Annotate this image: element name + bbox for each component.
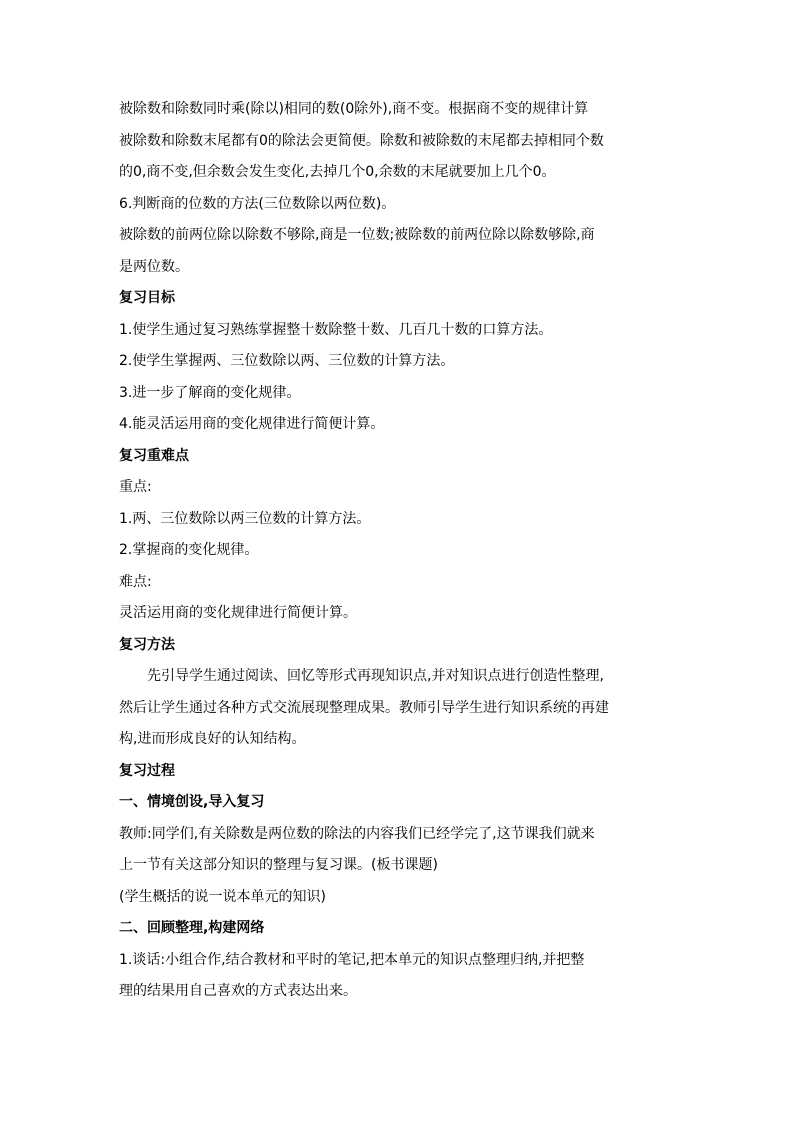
subsection-heading-review: 二、回顾整理,构建网络 [119,920,265,936]
body-text-line: (学生概括的说一说本单元的知识) [119,888,326,905]
section-heading-review-goals: 复习目标 [119,290,175,306]
list-item: 1.两、三位数除以两三位数的计算方法。 [119,510,371,527]
subsection-heading-intro: 一、情境创设,导入复习 [119,794,265,810]
section-heading-process: 复习过程 [119,762,175,779]
body-text-line: 的0,商不变,但余数会发生变化,去掉几个0,余数的末尾就要加上几个0。 [119,164,556,180]
body-text-line: 灵活运用商的变化规律进行简便计算。 [119,605,357,621]
section-heading-methods: 复习方法 [119,636,175,653]
list-item: 6.判断商的位数的方法(三位数除以两位数)。 [119,195,396,212]
body-text-line: 被除数的前两位除以除数不够除,商是一位数;被除数的前两位除以除数够除,商 [119,227,595,243]
list-item: 4.能灵活运用商的变化规律进行简便计算。 [119,416,385,432]
list-item: 2.使学生掌握两、三位数除以两、三位数的计算方法。 [119,353,455,369]
list-item: 3.进一步了解商的变化规律。 [119,384,301,401]
sub-label-difficult: 难点: [119,573,152,590]
body-text-line: 然后让学生通过各种方式交流展现整理成果。教师引导学生进行知识系统的再建 [119,699,609,716]
list-item: 1.谈话:小组合作,结合教材和平时的笔记,把本单元的知识点整理归纳,并把整 [119,951,585,968]
list-item: 2.掌握商的变化规律。 [119,542,259,558]
sub-label-key: 重点: [119,479,152,495]
document-page [119,94,679,1008]
list-item: 1.使学生通过复习熟练掌握整十数除整十数、几百几十数的口算方法。 [119,321,553,338]
body-text-line: 上一节有关这部分知识的整理与复习课。(板书课题) [119,857,438,873]
body-text-line: 理的结果用自己喜欢的方式表达出来。 [119,983,357,999]
body-text-line: 被除数和除数同时乘(除以)相同的数(0除外),商不变。根据商不变的规律计算 [119,101,589,117]
section-heading-key-points: 复习重难点 [119,447,189,464]
body-text-line: 教师:同学们,有关除数是两位数的除法的内容我们已经学完了,这节课我们就来 [119,825,595,842]
body-text-line: 是两位数。 [119,258,189,275]
body-text-line: 被除数和除数末尾都有0的除法会更简便。除数和被除数的末尾都去掉相同个数 [119,132,604,149]
body-text-line: 构,进而形成良好的认知结构。 [119,731,306,747]
body-text-line: 先引导学生通过阅读、回忆等形式再现知识点,并对知识点进行创造性整理, [147,668,604,684]
